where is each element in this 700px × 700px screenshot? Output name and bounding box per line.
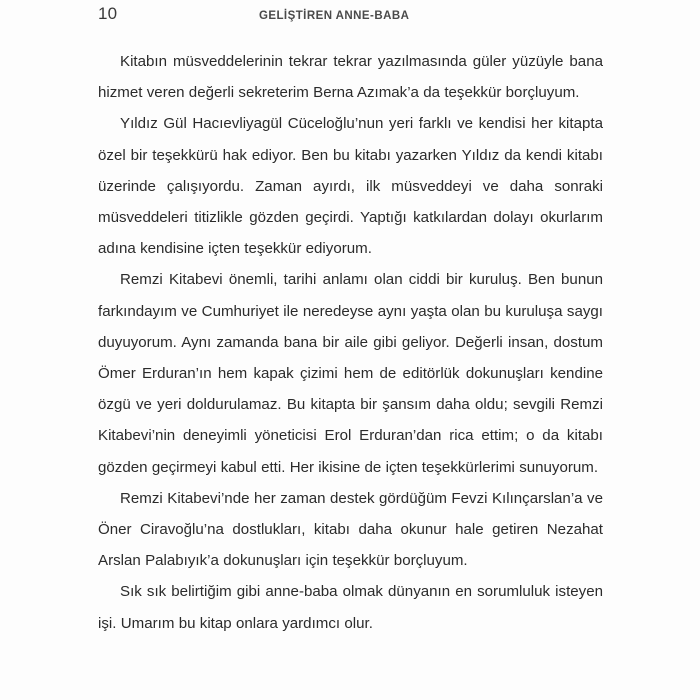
paragraph: Yıldız Gül Hacıevliyagül Cüceloğlu’nun yeri farklı ve kendisi her kitapta özel bir teşekkürü hak ediyor. Ben bu kitabı yazarken Yıldız da kendi kitabı üzerinde çalışıyordu. Zaman ayırdı, ilk müsveddeyi ve daha sonraki müsveddeleri titizlikle gözden geçirdi. Yaptığı katkılardan dolayı okurlarım adına kendisine içten teşekkür ediyorum. [98,115,603,258]
page-number: 10 [98,4,118,23]
body-text-block [98,46,603,639]
page-header [98,4,603,28]
paragraph: Remzi Kitabevi önemli, tarihi anlamı olan ciddi bir kuruluş. Ben bunun farkındayım ve Cumhuriyet ile neredeyse aynı yaşta olan bu kuruluşa saygı duyuyorum. Aynı zamanda bana bir aile gibi geliyor. Değerli insan, dostum Ömer Erduran’ın hem kapak çizimi hem de editörlük dokunuşları kendine özgü ve yeri doldurulamaz. Bu kitapta bir şansım daha oldu; sevgili Remzi Kitabevi’nin deneyimli yöneticisi Erol Erduran’dan rica ettim; o da kitabı gözden geçirmeyi kabul etti. Her ikisine de içten teşekkürlerimi sunuyorum. [98,271,603,476]
paragraph: Sık sık belirtiğim gibi anne-baba olmak dünyanın en sorumluluk isteyen işi. Umarım bu kitap onlara yardımcı olur. [98,583,603,632]
paragraph: Kitabın müsveddelerinin tekrar tekrar yazılmasında güler yüzüyle bana hizmet veren değerli sekreterim Berna Azımak’a da teşekkür borçluyum. [98,53,603,102]
running-head-title: GELİŞTİREN ANNE-BABA [258,10,410,22]
paragraph: Remzi Kitabevi’nde her zaman destek gördüğüm Fevzi Kılınçarslan’a ve Öner Ciravoğlu’na dostlukları, kitabı daha okunur hale getiren Nezahat Arslan Palabıyık’a dokunuşları için teşekkür borçluyum. [98,489,603,570]
